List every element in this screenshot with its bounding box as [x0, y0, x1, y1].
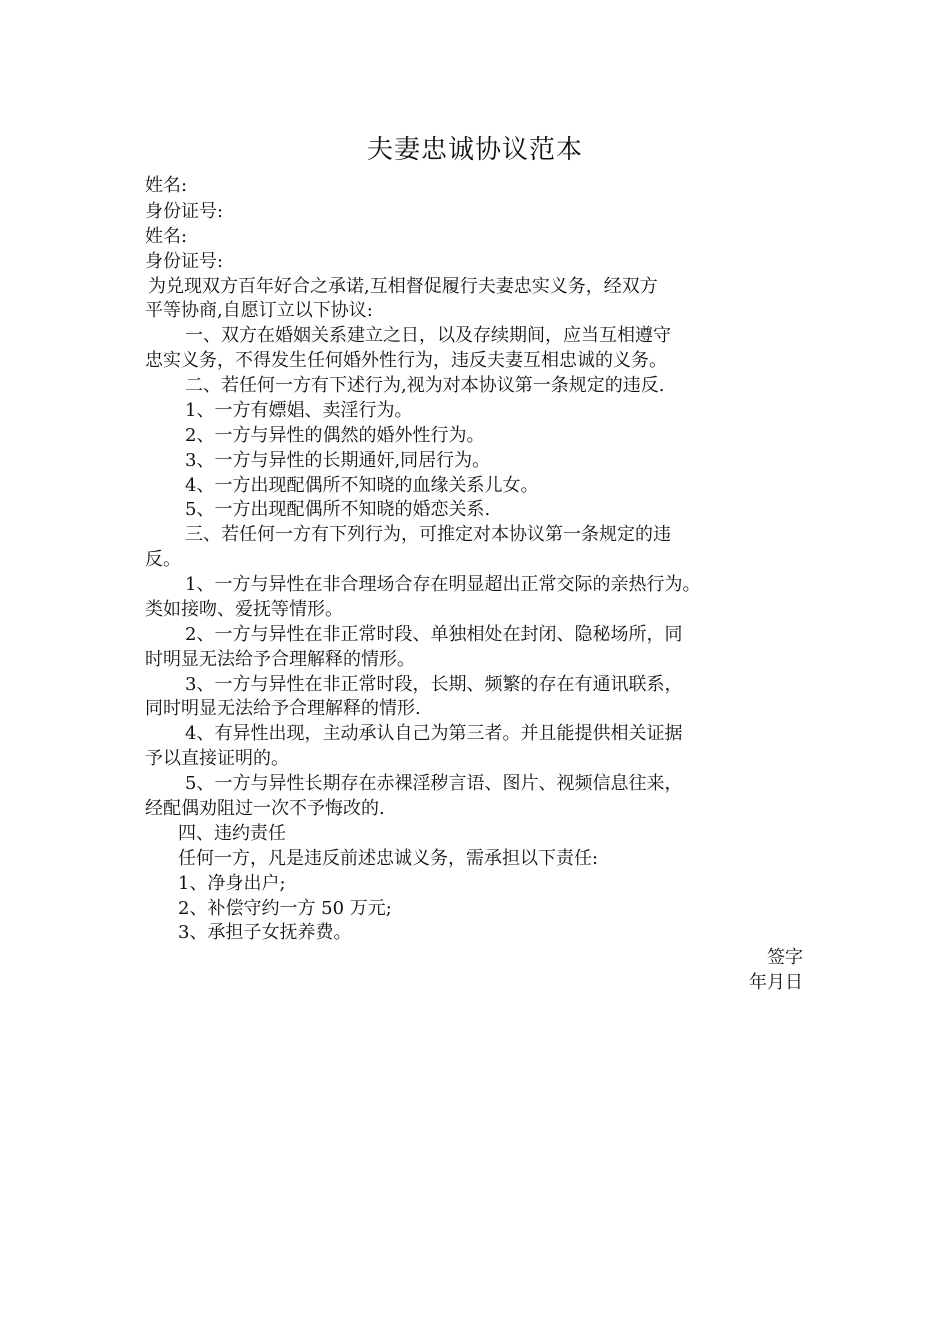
preamble-line-2: 平等协商,自愿订立以下协议:	[145, 300, 373, 321]
clause3-item-line: 类如接吻、爱抚等情形。	[145, 599, 343, 620]
clause3-item-line: 2、一方与异性在非正常时段、单独相处在封闭、隐秘场所，同	[185, 624, 683, 645]
clause2-item: 4、一方出现配偶所不知晓的血缘关系儿女。	[185, 475, 539, 496]
clause3-heading-line-1: 三、若任何一方有下列行为，可推定对本协议第一条规定的违	[185, 524, 671, 545]
signature-label: 签字	[767, 947, 803, 968]
clause3-item-line: 3、一方与异性在非正常时段，长期、频繁的存在有通讯联系，	[185, 674, 683, 695]
id-number-field-2: 身份证号:	[145, 251, 224, 272]
clause2-item: 2、一方与异性的偶然的婚外性行为。	[185, 425, 485, 446]
clause3-item-line: 4、有异性出现，主动承认自己为第三者。并且能提供相关证据	[185, 723, 683, 744]
clause3-item-line: 同时明显无法给予合理解释的情形.	[145, 698, 421, 719]
clause1-line-1: 一、双方在婚姻关系建立之日，以及存续期间，应当互相遵守	[185, 325, 671, 346]
clause4-intro: 任何一方，凡是违反前述忠诚义务，需承担以下责任:	[178, 848, 599, 869]
clause2-item: 3、一方与异性的长期通奸,同居行为。	[185, 450, 491, 471]
clause3-item-line: 5、一方与异性长期存在赤裸淫秽言语、图片、视频信息往来，	[185, 773, 683, 794]
clause4-item: 1、净身出户;	[178, 873, 286, 894]
preamble-line-1: 为兑现双方百年好合之承诺,互相督促履行夫妻忠实义务，经双方	[148, 276, 658, 297]
clause3-item-line: 时明显无法给予合理解释的情形。	[145, 649, 415, 670]
clause2-item: 5、一方出现配偶所不知晓的婚恋关系.	[185, 499, 491, 520]
clause3-item-line: 予以直接证明的。	[145, 748, 289, 769]
clause3-item-line: 1、一方与异性在非合理场合存在明显超出正常交际的亲热行为。	[185, 574, 701, 595]
clause4-item: 2、补偿守约一方 50 万元;	[178, 898, 392, 919]
date-label: 年月日	[749, 972, 803, 993]
document-title: 夫妻忠诚协议范本	[366, 135, 583, 165]
clause3-heading-line-2: 反。	[145, 549, 181, 570]
clause1-line-2: 忠实义务，不得发生任何婚外性行为，违反夫妻互相忠诚的义务。	[145, 350, 667, 371]
clause4-heading: 四、违约责任	[178, 823, 286, 844]
clause2-item: 1、一方有嫖娼、卖淫行为。	[185, 400, 413, 421]
clause2-heading: 二、若任何一方有下述行为,视为对本协议第一条规定的违反.	[185, 375, 665, 396]
name-field-1: 姓名:	[145, 175, 188, 196]
name-field-2: 姓名:	[145, 226, 188, 247]
clause3-item-line: 经配偶劝阻过一次不予悔改的.	[145, 798, 385, 819]
clause4-item: 3、承担子女抚养费。	[178, 922, 352, 943]
id-number-field-1: 身份证号:	[145, 201, 224, 222]
